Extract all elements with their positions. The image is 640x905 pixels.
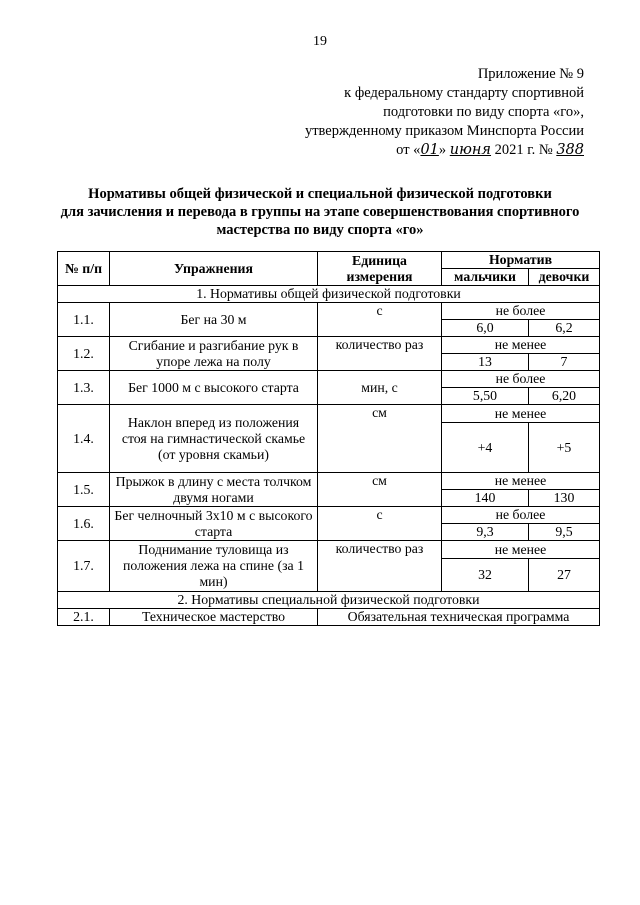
row-exercise: Бег на 30 м: [110, 303, 318, 337]
header-unit: Единица измерения: [318, 252, 442, 286]
section-2-title: 2. Нормативы специальной физической подготовки: [58, 592, 600, 609]
row-exercise: Наклон вперед из положения стоя на гимнастической скамье (от уровня скамьи): [110, 405, 318, 473]
table-row: [58, 609, 600, 626]
row-exercise: Прыжок в длину с места толчком двумя ногами: [110, 473, 318, 507]
row-exercise: Поднимание туловища из положения лежа на спине (за 1 мин): [110, 541, 318, 592]
row-unit: см: [318, 473, 442, 507]
appendix-line-1: Приложение № 9: [477, 66, 584, 82]
row-unit: см: [318, 405, 442, 473]
header-exercise: Упражнения: [110, 252, 318, 286]
row-exercise: Техническое мастерство: [110, 609, 318, 626]
header-num: № п/п: [58, 252, 110, 286]
handwritten-month: июня: [449, 142, 492, 158]
row-num: 1.2.: [58, 337, 110, 371]
row-exercise: Сгибание и разгибание рук в упоре лежа на полу: [110, 337, 318, 371]
row-girls: 27: [529, 559, 600, 592]
handwritten-order-number: 388: [556, 142, 584, 158]
row-boys: 9,3: [442, 524, 529, 541]
row-unit: количество раз: [318, 541, 442, 592]
date-mid: »: [438, 142, 447, 158]
row-exercise: Бег 1000 м с высокого старта: [110, 371, 318, 405]
page-number: 19: [313, 34, 327, 49]
title-line-3: мастерства по виду спорта «го»: [216, 222, 424, 238]
row-girls: +5: [529, 423, 600, 473]
row-boys: 13: [442, 354, 529, 371]
row-num: 1.6.: [58, 507, 110, 541]
title-line-2: для зачисления и перевода в группы на этапе совершенствования спортивного: [60, 204, 580, 220]
date-year: 2021 г. №: [494, 142, 553, 158]
row-boys: 5,50: [442, 388, 529, 405]
row-condition: не менее: [442, 405, 600, 423]
row-num: 1.5.: [58, 473, 110, 507]
section-1-title: 1. Нормативы общей физической подготовки: [58, 286, 600, 303]
row-girls: 6,20: [529, 388, 600, 405]
header-norm: Норматив: [442, 252, 600, 269]
row-unit: с: [318, 303, 442, 337]
row-girls: 7: [529, 354, 600, 371]
row-exercise: Бег челночный 3х10 м с высокого старта: [110, 507, 318, 541]
date-prefix: от «: [396, 142, 421, 158]
row-boys: 32: [442, 559, 529, 592]
appendix-block: [305, 65, 584, 160]
row-unit: мин, с: [318, 371, 442, 405]
row-num: 1.7.: [58, 541, 110, 592]
row-boys: +4: [442, 423, 529, 473]
appendix-line-3: подготовки по виду спорта «го»,: [383, 104, 584, 120]
row-condition: не менее: [442, 337, 600, 354]
table-row: [58, 541, 600, 559]
row-unit: количество раз: [318, 337, 442, 371]
table-row: [58, 473, 600, 490]
row-num: 2.1.: [58, 609, 110, 626]
appendix-line-2: к федеральному стандарту спортивной: [344, 85, 584, 101]
header-boys: мальчики: [442, 269, 529, 286]
row-technical-program: Обязательная техническая программа: [318, 609, 600, 626]
row-num: 1.1.: [58, 303, 110, 337]
table-row: [58, 337, 600, 354]
table-row: [58, 303, 600, 320]
header-row-1: [58, 252, 600, 269]
handwritten-day: 01: [420, 142, 439, 158]
row-condition: не менее: [442, 541, 600, 559]
row-condition: не более: [442, 303, 600, 320]
row-girls: 9,5: [529, 524, 600, 541]
row-boys: 6,0: [442, 320, 529, 337]
title-line-1: Нормативы общей физической и специальной физической подготовки: [88, 186, 552, 202]
document-title: [0, 185, 640, 239]
row-condition: не менее: [442, 473, 600, 490]
table-row: [58, 371, 600, 388]
row-boys: 140: [442, 490, 529, 507]
section-row-1: [58, 286, 600, 303]
section-row-2: [58, 592, 600, 609]
header-girls: девочки: [529, 269, 600, 286]
appendix-date-line: [305, 141, 584, 160]
appendix-line-4: утвержденному приказом Минспорта России: [304, 123, 584, 139]
row-num: 1.4.: [58, 405, 110, 473]
row-num: 1.3.: [58, 371, 110, 405]
row-girls: 130: [529, 490, 600, 507]
row-unit: с: [318, 507, 442, 541]
row-girls: 6,2: [529, 320, 600, 337]
table-row: [58, 507, 600, 524]
table-row: [58, 405, 600, 423]
norms-table: [57, 251, 600, 626]
row-condition: не более: [442, 507, 600, 524]
row-condition: не более: [442, 371, 600, 388]
